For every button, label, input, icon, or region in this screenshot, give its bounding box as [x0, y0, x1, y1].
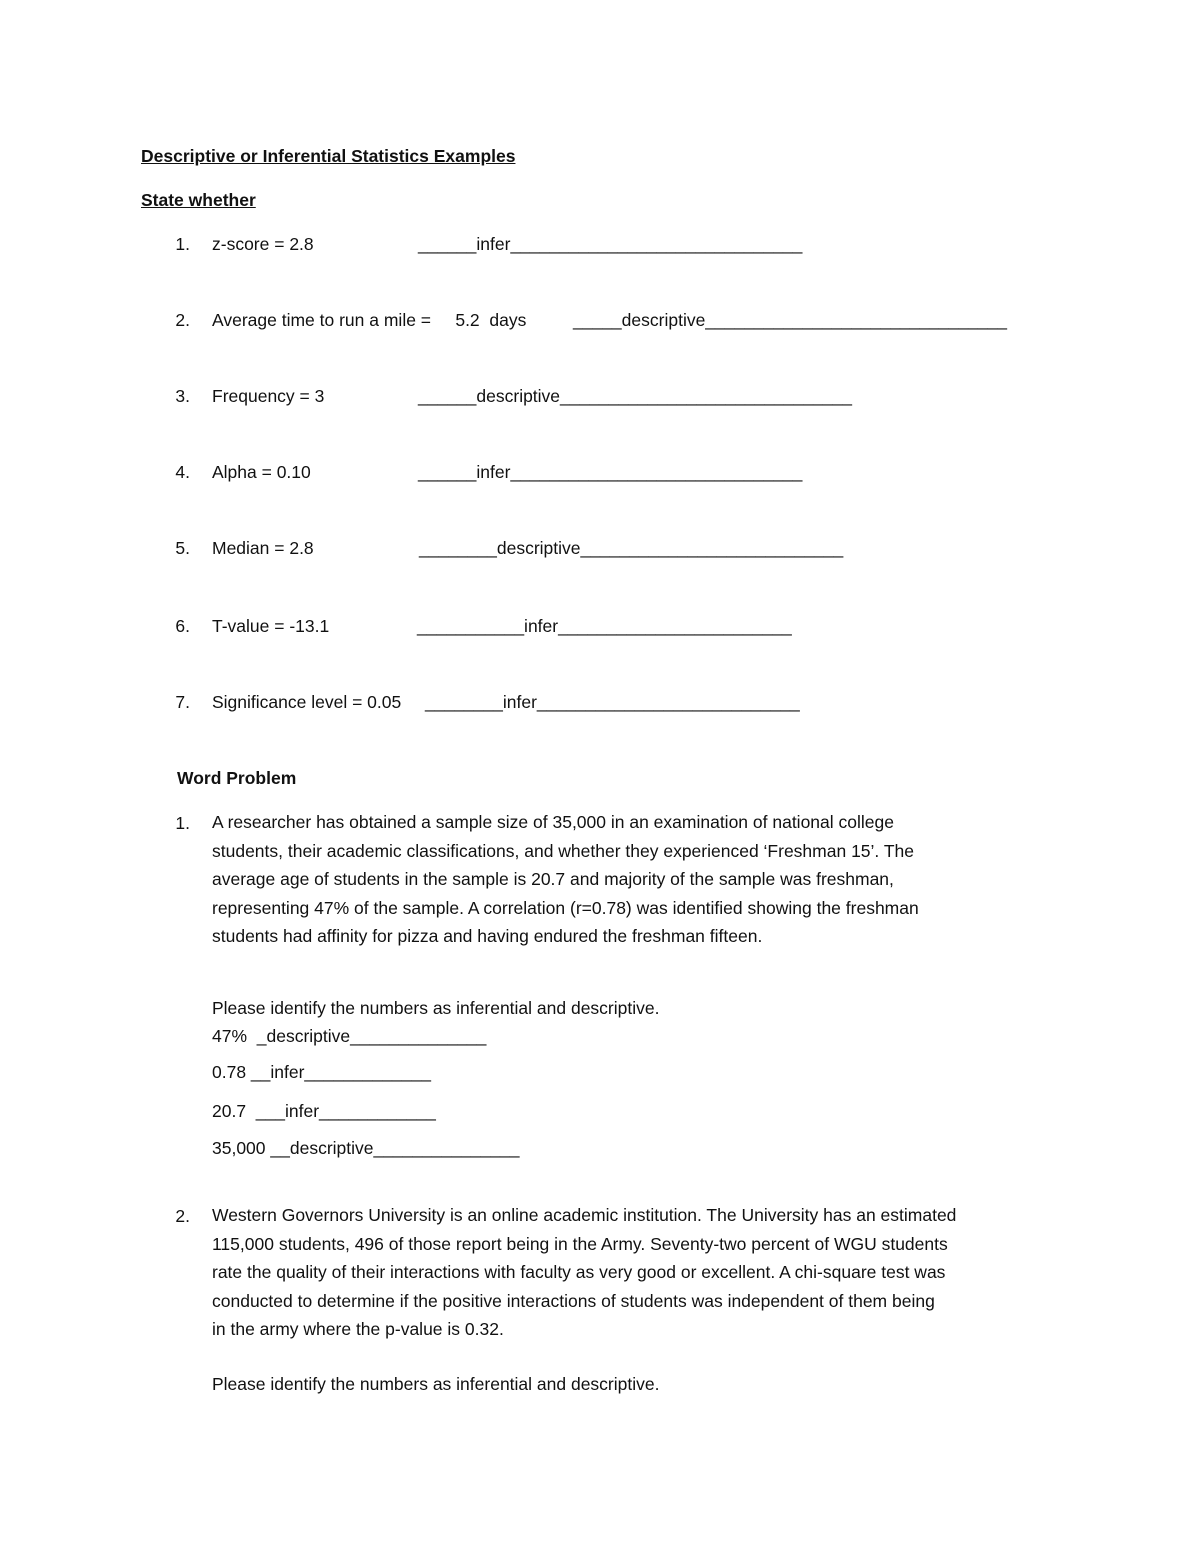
problem-line: rate the quality of their interactions with faculty as very good or excellent. A chi-square test was	[212, 1262, 946, 1282]
item-number: 1.	[175, 234, 190, 254]
problem-line: 115,000 students, 496 of those report being in the Army. Seventy-two percent of WGU students	[212, 1233, 948, 1254]
item-statement: Alpha = 0.10	[212, 462, 311, 482]
problem-line: conducted to determine if the positive interactions of students was independent of them being	[212, 1290, 935, 1311]
item-statement: Median = 2.8	[212, 538, 314, 558]
problem-line: students, their academic classifications, and whether they experienced ‘Freshman 15’. The	[212, 840, 914, 861]
problem-1-prompt: Please identify the numbers as inferential and descriptive.	[212, 998, 660, 1018]
section-heading-state-whether: State whether	[141, 190, 256, 210]
item-number: 3.	[175, 386, 190, 406]
problem-line: average age of students in the sample is 20.7 and majority of the sample was freshman,	[212, 869, 894, 889]
item-statement: z-score = 2.8	[212, 234, 314, 254]
section-heading-word-problem: Word Problem	[177, 768, 297, 788]
answer-line: 20.7 ___infer____________	[212, 1101, 436, 1121]
item-statement: Average time to run a mile = 5.2 days	[212, 310, 527, 330]
problem-number: 1.	[175, 813, 190, 833]
problem-line: representing 47% of the sample. A correlation (r=0.78) was identified showing the freshman	[212, 897, 919, 918]
problem-2-prompt: Please identify the numbers as inferential and descriptive.	[212, 1374, 660, 1394]
item-answer: _____descriptive_______________________________	[573, 310, 1008, 330]
item-answer: ________infer___________________________	[425, 692, 800, 712]
item-answer: ______infer______________________________	[418, 234, 803, 254]
problem-number: 2.	[175, 1206, 190, 1226]
item-statement: T-value = -13.1	[212, 616, 330, 636]
item-number: 7.	[175, 692, 190, 712]
item-number: 5.	[175, 538, 190, 558]
item-statement: Frequency = 3	[212, 386, 325, 406]
problem-line: students had affinity for pizza and having endured the freshman fifteen.	[212, 926, 763, 946]
problem-2-text	[212, 1201, 956, 1344]
item-number: 2.	[175, 310, 190, 330]
document-title: Descriptive or Inferential Statistics Examples	[141, 146, 516, 166]
problem-line: Western Governors University is an online academic institution. The University has an estimated	[212, 1205, 957, 1225]
item-answer: ______descriptive______________________________	[418, 386, 853, 406]
answer-line: 35,000 __descriptive_______________	[212, 1138, 520, 1158]
item-number: 4.	[175, 462, 190, 482]
item-answer: ________descriptive___________________________	[419, 538, 844, 558]
answer-line: 0.78 __infer_____________	[212, 1062, 431, 1082]
item-statement: Significance level = 0.05	[212, 692, 402, 712]
item-answer: ______infer______________________________	[418, 462, 803, 482]
item-answer: ___________infer________________________	[417, 616, 792, 636]
problem-line: in the army where the p-value is 0.32.	[212, 1319, 504, 1339]
answer-line: 47% _descriptive______________	[212, 1026, 487, 1046]
item-number: 6.	[175, 616, 190, 636]
problem-line: A researcher has obtained a sample size of 35,000 in an examination of national college	[212, 812, 894, 832]
problem-1-text	[212, 808, 919, 951]
